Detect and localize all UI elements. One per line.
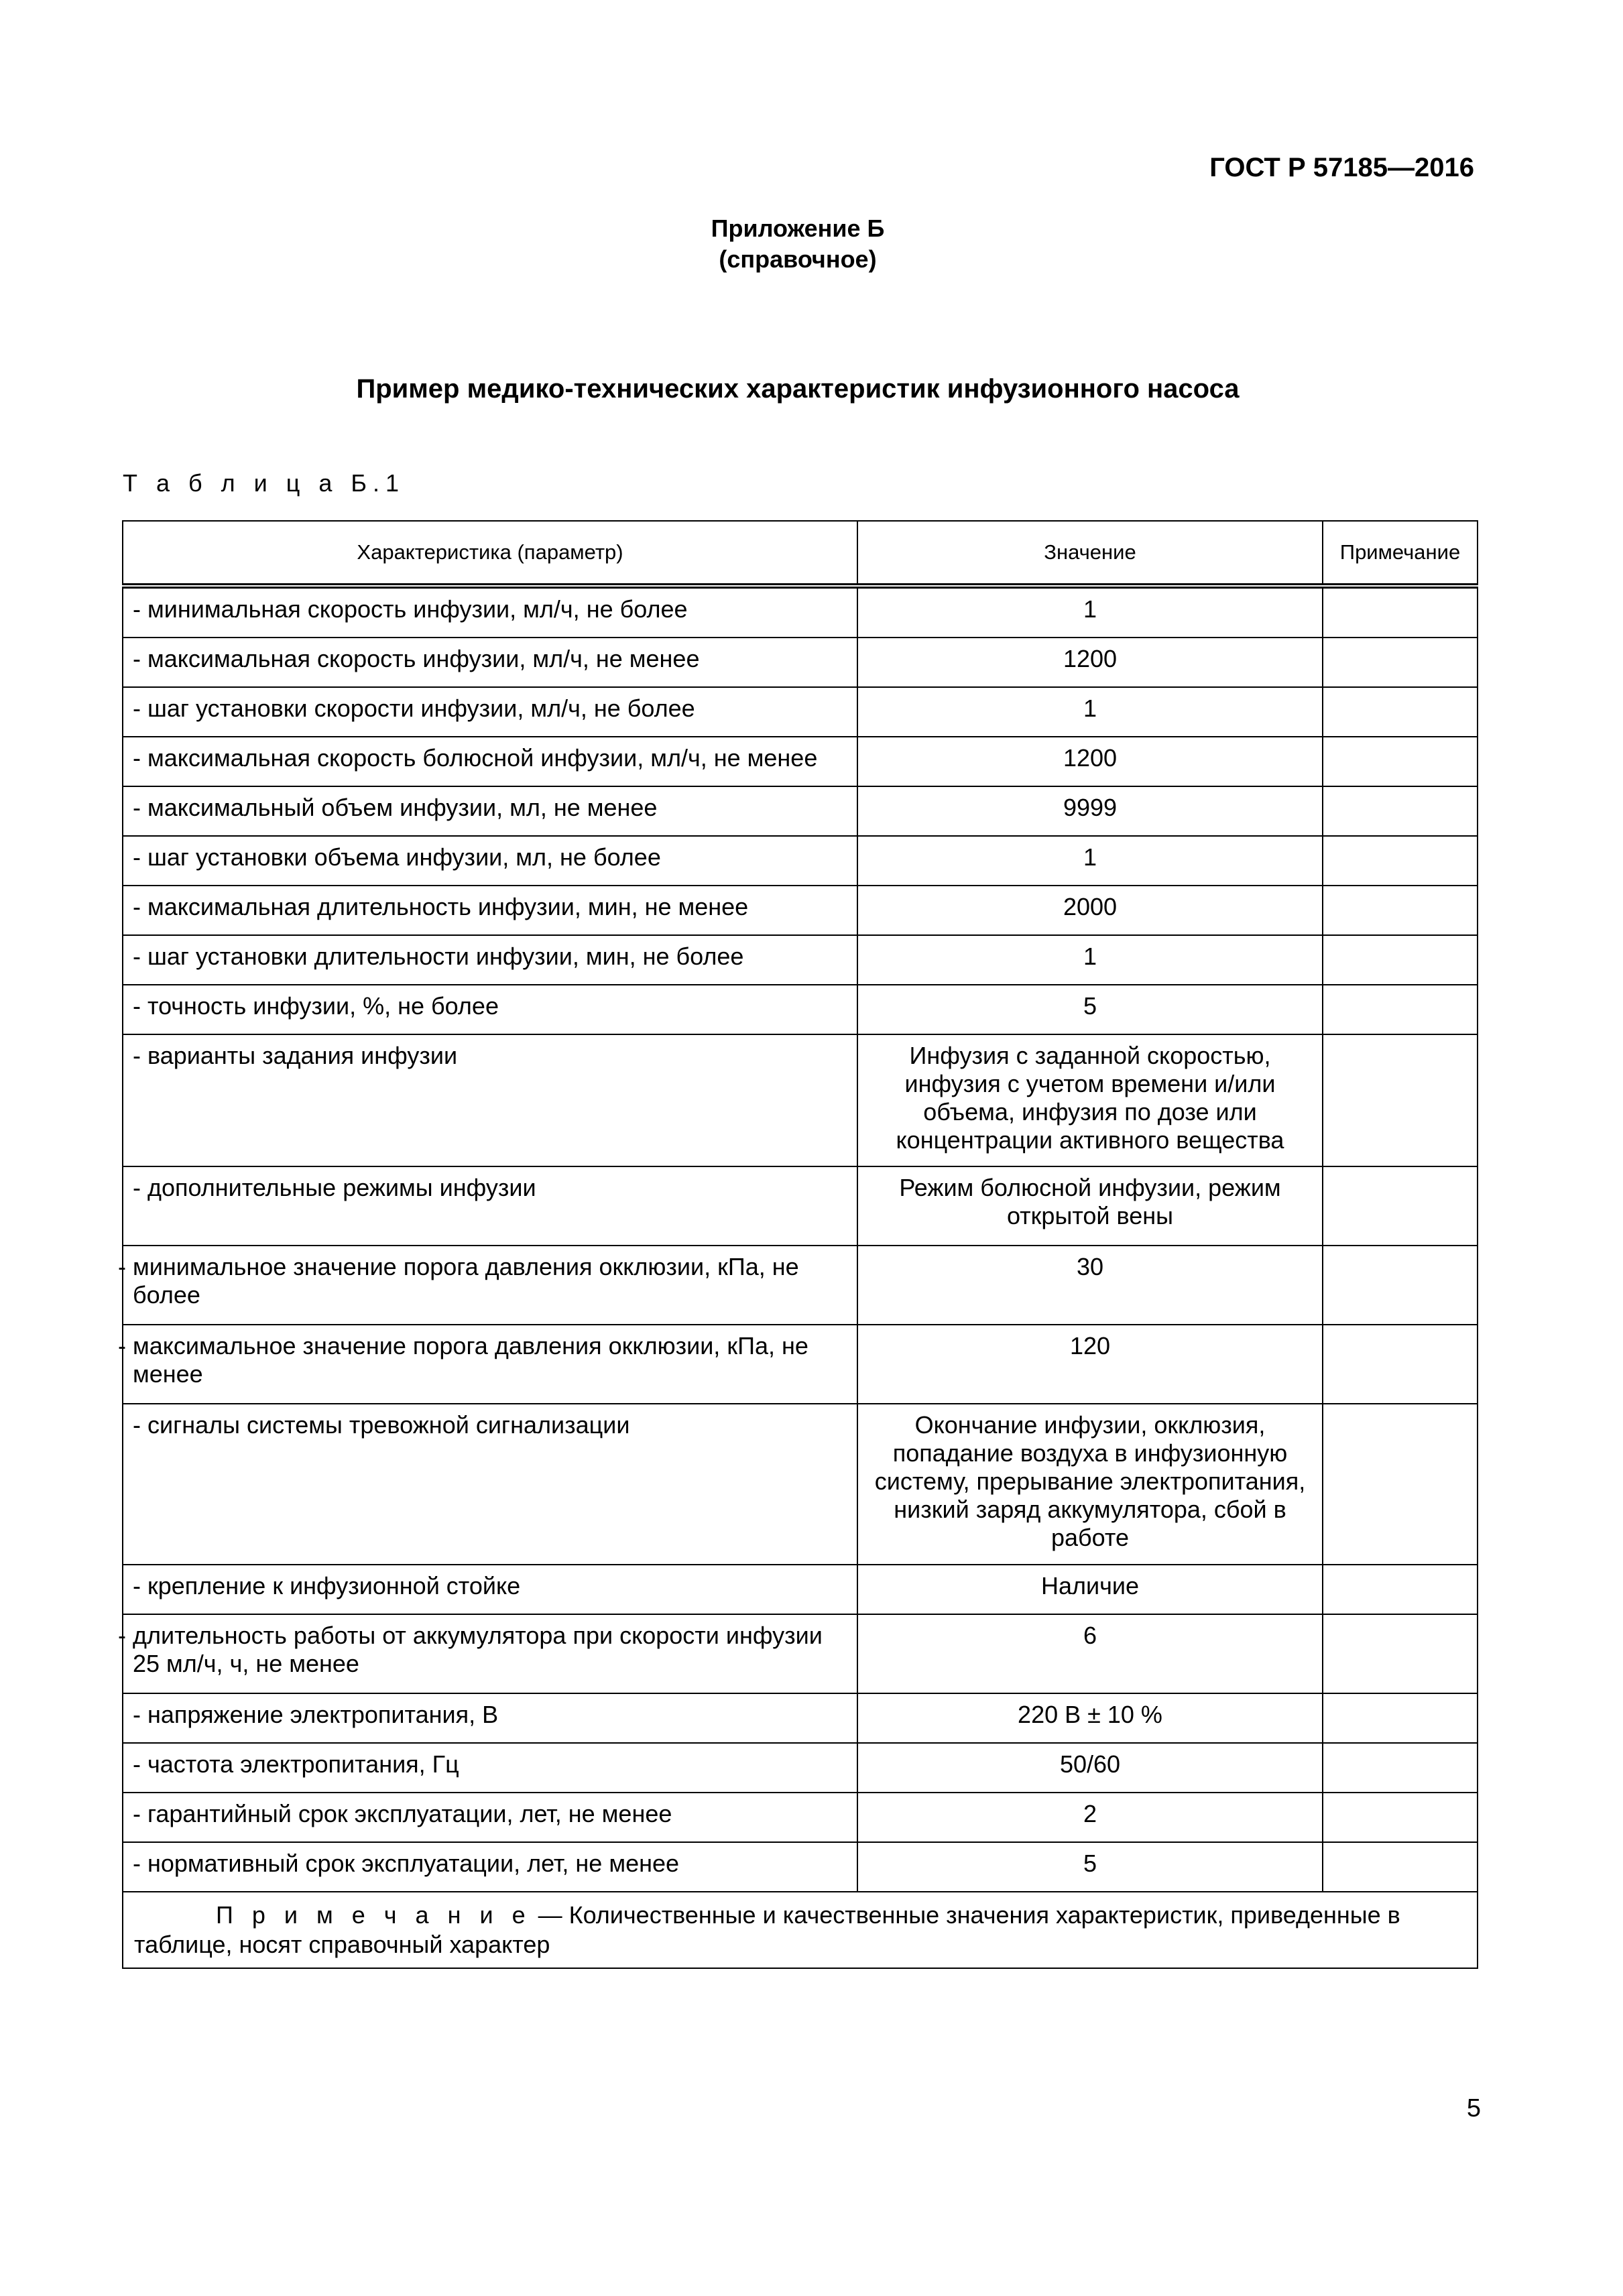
param-cell: - варианты задания инфузии — [123, 1034, 857, 1166]
table-row — [123, 1614, 1478, 1693]
table-caption: Т а б л и ц а Б.1 — [123, 469, 406, 497]
table-row — [123, 1565, 1478, 1614]
value-cell: 5 — [857, 1842, 1323, 1892]
footnote-text: — Количественные и качественные значения характеристик, приведенные в таблице, носят справочный характер — [134, 1901, 1400, 1958]
table-row — [123, 687, 1478, 737]
table-row — [123, 1034, 1478, 1166]
value-cell: 9999 — [857, 786, 1323, 836]
value-cell: 220 В ± 10 % — [857, 1693, 1323, 1743]
note-cell — [1323, 1693, 1478, 1743]
annex-title: Приложение Б — [711, 215, 885, 242]
param-cell: - шаг установки скорости инфузии, мл/ч, не более — [123, 687, 857, 737]
value-cell: 50/60 — [857, 1743, 1323, 1793]
table-row — [123, 1166, 1478, 1246]
table-row — [123, 836, 1478, 886]
value-cell: 2000 — [857, 886, 1323, 935]
note-cell — [1323, 1034, 1478, 1166]
table-row — [123, 1842, 1478, 1892]
value-cell: Окончание инфузии, окклюзия, попадание воздуха в инфузионную систему, прерывание электропитания, низкий заряд аккумулятора, сбой в работе — [857, 1404, 1323, 1565]
table-row — [123, 886, 1478, 935]
param-cell: - крепление к инфузионной стойке — [123, 1565, 857, 1614]
param-cell: - максимальное значение порога давления окклюзии, кПа, не менее — [123, 1325, 857, 1404]
value-cell: Наличие — [857, 1565, 1323, 1614]
param-cell: - максимальная скорость болюсной инфузии, мл/ч, не менее — [123, 737, 857, 786]
note-cell — [1323, 687, 1478, 737]
value-cell: 5 — [857, 985, 1323, 1034]
standard-number: ГОСТ Р 57185—2016 — [1209, 153, 1474, 182]
param-cell: - шаг установки длительности инфузии, мин, не более — [123, 935, 857, 985]
note-cell — [1323, 935, 1478, 985]
note-cell — [1323, 737, 1478, 786]
param-cell: - шаг установки объема инфузии, мл, не более — [123, 836, 857, 886]
column-header-parameter: Характеристика (параметр) — [123, 521, 857, 586]
table-row — [123, 1743, 1478, 1793]
param-cell: - минимальное значение порога давления окклюзии, кПа, не более — [123, 1246, 857, 1325]
value-cell: 1 — [857, 586, 1323, 638]
table-row — [123, 638, 1478, 687]
page-number: 5 — [1466, 2094, 1481, 2122]
param-cell: - точность инфузии, %, не более — [123, 985, 857, 1034]
value-cell: 1200 — [857, 737, 1323, 786]
value-cell: 30 — [857, 1246, 1323, 1325]
note-cell — [1323, 1842, 1478, 1892]
table-header-row — [123, 521, 1478, 586]
column-header-note: Примечание — [1323, 521, 1478, 586]
value-cell: 1 — [857, 836, 1323, 886]
value-cell: Режим болюсной инфузии, режим открытой вены — [857, 1166, 1323, 1246]
value-cell: 120 — [857, 1325, 1323, 1404]
note-cell — [1323, 985, 1478, 1034]
annex-type: (справочное) — [719, 245, 877, 273]
param-cell: - частота электропитания, Гц — [123, 1743, 857, 1793]
table-row — [123, 1693, 1478, 1743]
value-cell: Инфузия с заданной скоростью, инфузия с учетом времени и/или объема, инфузия по дозе или концентрации активного вещества — [857, 1034, 1323, 1166]
note-cell — [1323, 1743, 1478, 1793]
param-cell: - максимальная скорость инфузии, мл/ч, не менее — [123, 638, 857, 687]
param-cell: - минимальная скорость инфузии, мл/ч, не более — [123, 586, 857, 638]
document-title: Пример медико-технических характеристик инфузионного насоса — [356, 374, 1240, 404]
value-cell: 2 — [857, 1793, 1323, 1842]
characteristics-table — [118, 520, 1478, 1969]
param-cell: - максимальный объем инфузии, мл, не менее — [123, 786, 857, 836]
note-cell — [1323, 886, 1478, 935]
note-cell — [1323, 1166, 1478, 1246]
annex-heading — [0, 213, 1596, 275]
note-cell — [1323, 786, 1478, 836]
param-cell: - гарантийный срок эксплуатации, лет, не менее — [123, 1793, 857, 1842]
param-cell: - напряжение электропитания, В — [123, 1693, 857, 1743]
table-row — [123, 1246, 1478, 1325]
param-cell: - длительность работы от аккумулятора при скорости инфузии 25 мл/ч, ч, не менее — [123, 1614, 857, 1693]
note-cell — [1323, 836, 1478, 886]
value-cell: 1200 — [857, 638, 1323, 687]
note-cell — [1323, 1404, 1478, 1565]
note-cell — [1323, 638, 1478, 687]
note-cell — [1323, 1246, 1478, 1325]
table-row — [123, 786, 1478, 836]
table-row — [123, 935, 1478, 985]
value-cell: 6 — [857, 1614, 1323, 1693]
param-cell: - дополнительные режимы инфузии — [123, 1166, 857, 1246]
table-row — [123, 1793, 1478, 1842]
table-row — [123, 1325, 1478, 1404]
note-cell — [1323, 1565, 1478, 1614]
table-row — [123, 1404, 1478, 1565]
column-header-value: Значение — [857, 521, 1323, 586]
table-row — [123, 737, 1478, 786]
table-footnote-row — [123, 1892, 1478, 1968]
param-cell: - максимальная длительность инфузии, мин, не менее — [123, 886, 857, 935]
table-row — [123, 985, 1478, 1034]
note-cell — [1323, 1793, 1478, 1842]
value-cell: 1 — [857, 687, 1323, 737]
param-cell: - нормативный срок эксплуатации, лет, не менее — [123, 1842, 857, 1892]
note-cell — [1323, 586, 1478, 638]
table-footnote — [123, 1892, 1478, 1968]
value-cell: 1 — [857, 935, 1323, 985]
note-cell — [1323, 1325, 1478, 1404]
param-cell: - сигналы системы тревожной сигнализации — [123, 1404, 857, 1565]
footnote-label: П р и м е ч а н и е — [216, 1901, 532, 1929]
note-cell — [1323, 1614, 1478, 1693]
table-row — [123, 586, 1478, 638]
